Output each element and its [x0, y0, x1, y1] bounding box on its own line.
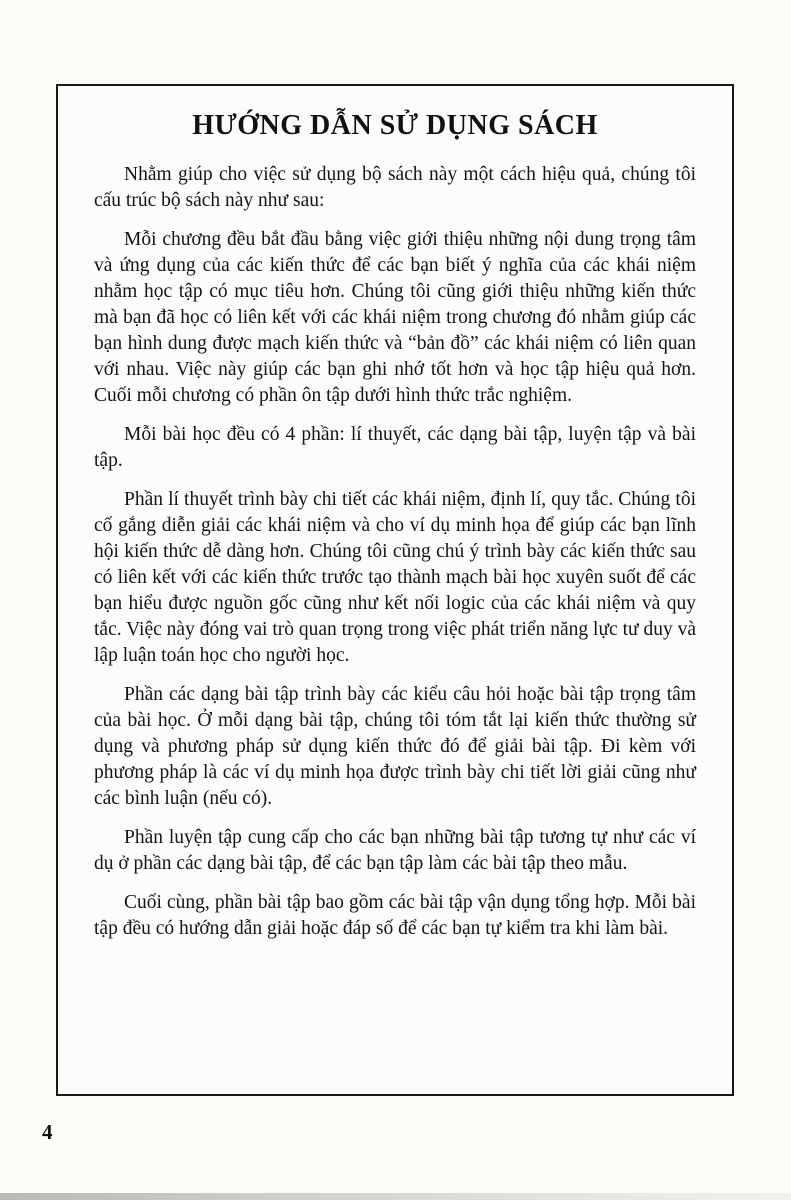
paragraph-exercise-types-section: Phần các dạng bài tập trình bày các kiểu câu hỏi hoặc bài tập trọng tâm của bài học. Ở mỗi dạng bài tập, chúng tôi tóm tắt lại kiến thức thường sử dụng và phương pháp sử dụng kiến thức đó để giải bài tập. Đi kèm với phương pháp là các ví dụ minh họa được trình bày chi tiết lời giải cũng như các bình luận (nếu có).	[94, 684, 696, 809]
paragraph-final-exercises-section: Cuối cùng, phần bài tập bao gồm các bài tập vận dụng tổng hợp. Mỗi bài tập đều có hướng dẫn giải hoặc đáp số để các bạn tự kiểm tra khi làm bài.	[94, 892, 696, 939]
scan-edge-artifact	[0, 1193, 791, 1200]
page-title: HƯỚNG DẪN SỬ DỤNG SÁCH	[192, 110, 598, 141]
paragraph-chapter-structure: Mỗi chương đều bắt đầu bằng việc giới thiệu những nội dung trọng tâm và ứng dụng của các kiến thức để các bạn biết ý nghĩa của các khái niệm nhằm học tập có mục tiêu hơn. Chúng tôi cũng giới thiệu những kiến thức mà bạn đã học có liên kết với các khái niệm trong chương đó nhằm giúp các bạn hình dung được mạch kiến thức và “bản đồ” các khái niệm có liên quan với nhau. Việc này giúp các bạn ghi nhớ tốt hơn và học tập hiệu quả hơn. Cuối mỗi chương có phần ôn tập dưới hình thức trắc nghiệm.	[94, 229, 696, 406]
paragraph-theory-section: Phần lí thuyết trình bày chi tiết các khái niệm, định lí, quy tắc. Chúng tôi cố gắng diễn giải các khái niệm và cho ví dụ minh họa để giúp các bạn lĩnh hội kiến thức dễ dàng hơn. Chúng tôi cũng chú ý trình bày các kiến thức sau có liên kết với các kiến thức trước tạo thành mạch bài học xuyên suốt để các bạn hiểu được nguồn gốc cũng như kết nối logic của các khái niệm và quy tắc. Việc này đóng vai trò quan trọng trong việc phát triển năng lực tư duy và lập luận toán học cho người học.	[94, 489, 696, 666]
paragraph-lesson-parts: Mỗi bài học đều có 4 phần: lí thuyết, các dạng bài tập, luyện tập và bài tập.	[94, 424, 696, 471]
page-content	[58, 86, 732, 942]
paragraph-practice-section: Phần luyện tập cung cấp cho các bạn những bài tập tương tự như các ví dụ ở phần các dạng bài tập, để các bạn tập làm các bài tập theo mẫu.	[94, 827, 696, 874]
content-border-box	[56, 84, 734, 1096]
page-number: 4	[42, 1120, 53, 1144]
paragraph-intro: Nhằm giúp cho việc sử dụng bộ sách này một cách hiệu quả, chúng tôi cấu trúc bộ sách này như sau:	[94, 164, 696, 211]
